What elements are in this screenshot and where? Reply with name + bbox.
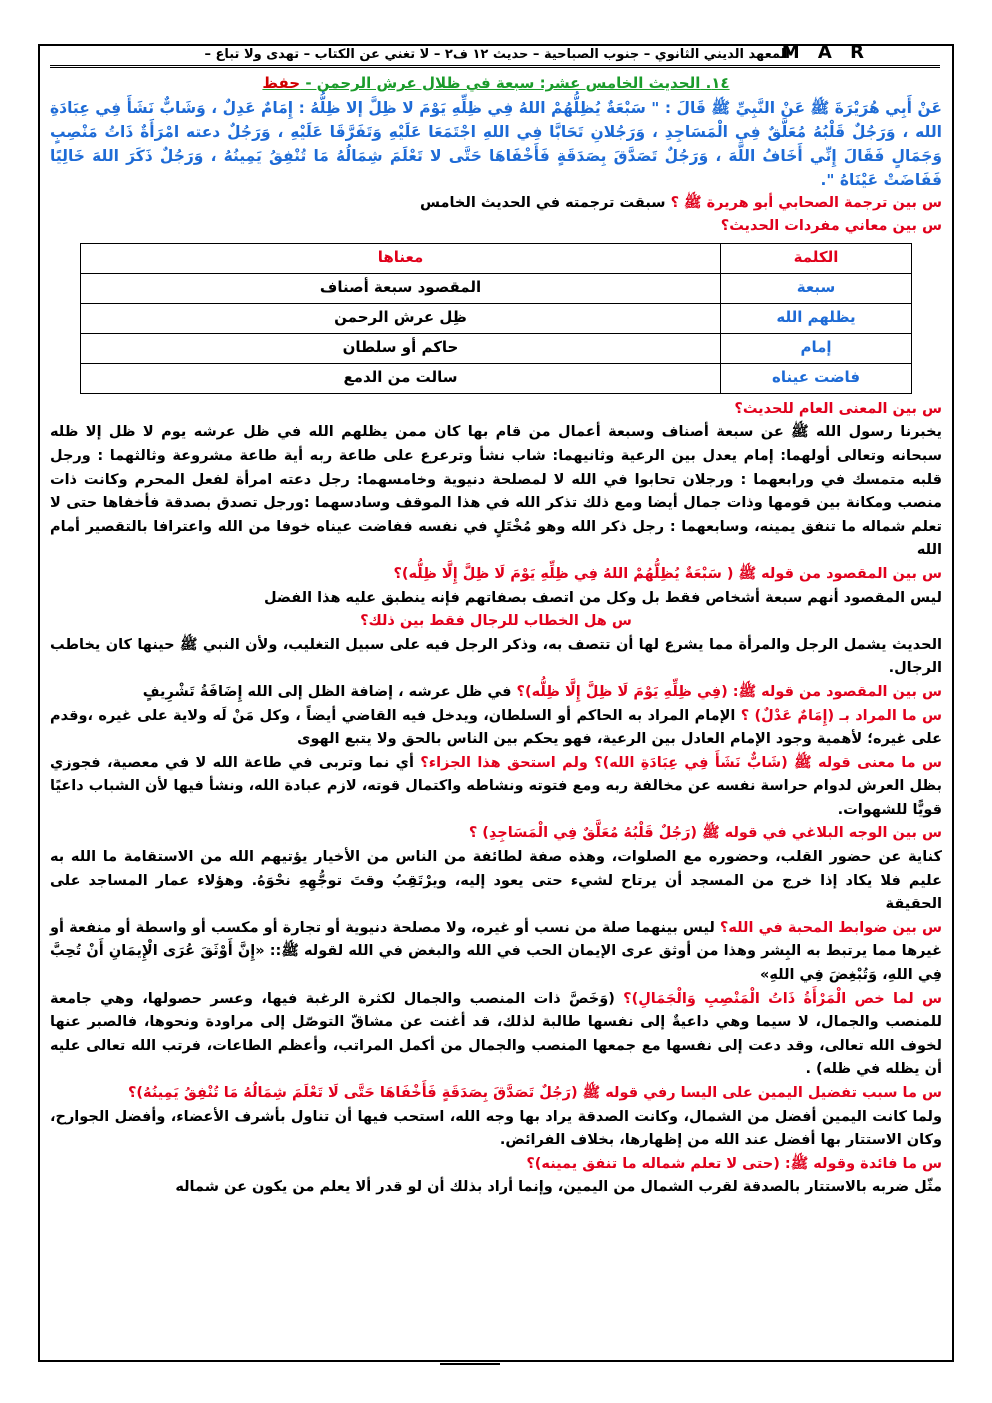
question-2: س بين معاني مفردات الحديث؟: [720, 218, 942, 235]
question-8: [50, 752, 942, 823]
answer-9: كناية عن حضور القلب، وحضوره مع الصلوات، وهذه صفة لطائفة من الناس من الأخيار يؤتيهم الله من الاستقامة ما الله به عليم فلا يكاد إذا خرج من المسجد أن يرتاح لشيء حتى يعود إليه، ويرْتَقِبُ وقتَ توجُّهِهِ نحْوَهُ. وهؤلاء عمار المساجد على الحقيقة: [50, 849, 942, 913]
question-1: [50, 192, 942, 216]
vocabulary-table: [80, 243, 912, 394]
document-body: [50, 72, 942, 1200]
vocab-meaning: ظِل عرش الرحمن: [81, 303, 721, 333]
memorize-tag: حفظ: [262, 74, 301, 92]
lesson-title: [50, 72, 942, 96]
question-12: س ما سبب تفضيل اليمين على اليسا رفي قوله ﷺ (رَجُلٌ تَصَدَّقَ بِصَدَقَةٍ فَأَخْفَاهَا حَتَّى لَا تَعْلَمَ شِمَالُهُ مَا تُنْفِقُ يَمِينُهُ)؟: [128, 1085, 942, 1101]
lesson-title-text: الحديث الخامس عشر: سبعة في ظلال عرش الرحمن -: [300, 74, 701, 92]
vocab-meaning: سالت من الدمع: [81, 363, 721, 393]
question-1-text: س بين ترجمة الصحابي أبو هريرة ﷺ ؟: [665, 194, 942, 211]
answer-13: مثّل ضربه بالاستتار بالصدقة لقرب الشمال من اليمين، وإنما أراد بذلك أن لو قدر ألا يعلم من يكون عن شماله: [175, 1179, 942, 1196]
answer-8: أي نما وتربى في طاعة الله لا في معصية، فجوزي بظل العرش لدوام حراسة نفسه عن مخالفة ربه ومع فتوته ونشاطه واكتمال قوته، لازم عبادة الله، ونشأ فيها لأن الشباب داعيًا قويًّا للشهوات.: [50, 754, 942, 818]
column-header-meaning: معناها: [81, 243, 721, 273]
question-10: [50, 917, 942, 988]
question-7: [50, 705, 942, 752]
answer-10: ليس بينهما صلة من نسب أو غيره، ولا مصلحة دنيوية أو تجارة أو مكسب أو واسطة أو منفعة أو غيرها مما يرتبط به البِشر وهذا من أوثق عرى الإيمان الحب في الله والبغض في الله لقوله ﷺ:: «إِنَّ أَوْثَقَ عُرَى الْإِيمَانِ أَنْ تُحِبَّ فِي اللهِ، وَتُبْغِضَ فِي اللهِ»: [50, 919, 942, 984]
question-13: س ما فائدة وقوله ﷺ: (حتى لا تعلم شماله ما تنفق يمينه)؟: [526, 1155, 942, 1172]
answer-1: سبقت ترجمته في الحديث الخامس: [420, 194, 666, 211]
answer-11: (وَخَصَّ ذات المنصب والجمال لكثرة الرغبة فيها، وعسر حصولها، وهي جامعة للمنصب والجمال، لا سيما وهي داعيةٌ إلى نفسها طالبة لذلك، قد أغنت عن مشاقّ التوصّل إلى مراودة ونحوها، فالصبر عنها لخوف الله تعالى، وقد دعت إلى نفسها مع جمعها المنصب والجمال من أكمل المراتب، وأعظم الطاعات، فرتب الله تعالى عليه أن يظله في ظله) .: [50, 990, 942, 1078]
page-header: [50, 46, 940, 68]
vocab-meaning: حاكم أو سلطان: [81, 333, 721, 363]
answer-7: الإمام المراد به الحاكم أو السلطان، ويدخل فيه القاضي أيضاً ، وكل مَنْ لَه ولاية على غيره ،وقدم على غيره؛ لأهمية وجود الإمام العادل بين الرعية، فهو يحكم بين الناس بالحق ولا يتبع الهوى: [50, 707, 942, 748]
table-row: [81, 333, 912, 363]
lesson-number: ١٤.: [700, 74, 730, 92]
question-9: س بين الوجه البلاغي في قوله ﷺ (رَجُلٌ قَلْبُهُ مُعَلَّقٌ فِي الْمَسَاجِدِ) ؟: [468, 825, 942, 842]
question-3: س بين المعنى العام للحديث؟: [734, 400, 942, 417]
answer-3: يخبرنا رسول الله ﷺ عن سبعة أصناف وسبعة أعمال من قام بها كان ممن يظلهم الله في ظل عرشه يوم لا ظل إلا ظله سبحانه وتعالى أولهما: إمام يعدل بين الرعية وثانيهما: شاب نشأ وترعرع على طاعة ربه أية طاعة مشروعة وثالثهما : ورجل قلبه متمسك في ورابعهما : ورجلان تحابوا في الله لا لمصلحة دنيوية وخامسهما: رجل دعته امرأة لفعل المحرم وكانت ذات منصب ومكانة بين قومها وذات جمال أيضا ومع ذلك تذكر الله في هذا الموقف وسادسهما :ورجل تصدق بصدقة فأخفاها حتى لا تعلم شماله ما تنفق يمينه، وسابعهما : رجل ذكر الله وهو مُخْتَلٍ في نفسه ففاضت عيناه خوفا من الله واعترافا بالتقصير أمام الله: [50, 424, 942, 559]
footer-divider: [440, 1363, 500, 1369]
vocab-word: يظلهم الله: [721, 303, 912, 333]
question-4: س بين المقصود من قوله ﷺ ( سَبْعَةٌ يُظِلُّهُمْ اللهُ فِي ظِلِّهِ يَوْمَ لَا ظِلَّ إِلَّا ظِلُّه)؟: [393, 565, 942, 582]
answer-5: الحديث يشمل الرجل والمرأة مما يشرع لها أن تتصف به، وذكر الرجل فيه على سبيل التغليب، ولأن النبي ﷺ حينها كان يخاطب الرجال.: [50, 636, 942, 677]
question-8-text: س ما معنى قوله ﷺ (شَابٌّ نَشَأَ فِي عِبَادَةِ الله)؟ ولم استحق هذا الجزاء؟: [413, 754, 942, 771]
question-5: س هل الخطاب للرجال فقط بين ذلك؟: [360, 613, 632, 630]
question-10-text: س بين ضوابط المحبة في الله؟: [714, 919, 942, 936]
vocab-meaning: المقصود سبعة أصناف: [81, 273, 721, 303]
vocab-word: فاضت عيناه: [721, 363, 912, 393]
question-7-text: س ما المراد بـ (إِمَامٌ عَدْلٌ) ؟: [735, 707, 942, 724]
question-11: [50, 988, 942, 1082]
question-6-text: س بين المقصود من قوله ﷺ: (فِي ظِلِّهِ يَوْمَ لَا ظِلَّ إِلَّا ظِلُّه)؟: [511, 683, 942, 700]
answer-12: ولما كانت اليمين أفضل من الشمال، وكانت الصدقة يراد بها وجه الله، استحب فيها أن تناول بأشرف الأعضاء، وأفضل الجوارح، وكان الاستتار بها أفضل عند الله من إظهارها، بخلاف الفرائض.: [50, 1108, 942, 1149]
question-11-text: س لما خص الْمَرْأَةُ ذَاتُ الْمَنْصِبِ وَالْجَمَالِ)؟: [614, 990, 942, 1007]
column-header-word: الكلمة: [721, 243, 912, 273]
question-6: [50, 681, 942, 705]
vocab-word: سبعة: [721, 273, 912, 303]
table-row: [81, 273, 912, 303]
header-logo: M A R: [781, 46, 870, 63]
table-header-row: [81, 243, 912, 273]
vocab-word: إمام: [721, 333, 912, 363]
table-row: [81, 303, 912, 333]
header-text: المعهد الديني الثانوي – جنوب الصباحية – حديث ١٢ ف٢ – لا تغني عن الكتاب – تهدى ولا تباع –: [204, 47, 790, 62]
table-row: [81, 363, 912, 393]
hadith-text: عَنْ أَبِي هُرَيْرَةَ ﷺ عَنْ النَّبِيِّ ﷺ قَالَ : " سَبْعَةٌ يُظِلُّهُمْ اللهُ فِي ظِلِّهِ يَوْمَ لا ظِلَّ إلا ظِلُّهُ : إِمَامٌ عَدِلٌ ، وَشَابٌّ نَشَأَ فِي عِبَادَةِ الله ، وَرَجُلٌ قَلْبُهُ مُعَلَّقٌ فِي الْمَسَاجِدِ ، وَرَجُلانِ تَحَابَّا فِي اللهِ اجْتَمَعَا عَلَيْهِ وَتَفَرَّقَا عَلَيْهِ ، وَرَجُلٌ دعته امْرَأَةٌ ذَاتُ مَنْصِبٍ وَجَمَالٍ فَقَالَ إِنِّي أَخَافُ اللَّهَ ، وَرَجُلٌ تَصَدَّقَ بِصَدَقَةٍ فَأَخْفَاهَا حَتَّى لا تَعْلَمَ شِمَالُهُ مَا تُنْفِقُ يَمِينُهُ ، وَرَجُلٌ ذَكَرَ اللهَ خَالِيًا فَفَاضَتْ عَيْنَاهُ ".: [50, 98, 942, 189]
answer-6: في ظل عرشه ، إضافة الظل إلى الله إِضَافَةُ تَشْرِيفٍ: [142, 683, 512, 700]
answer-4: ليس المقصود أنهم سبعة أشخاص فقط بل وكل من اتصف بصفاتهم فإنه ينطبق عليه هذا الفضل: [263, 589, 942, 606]
